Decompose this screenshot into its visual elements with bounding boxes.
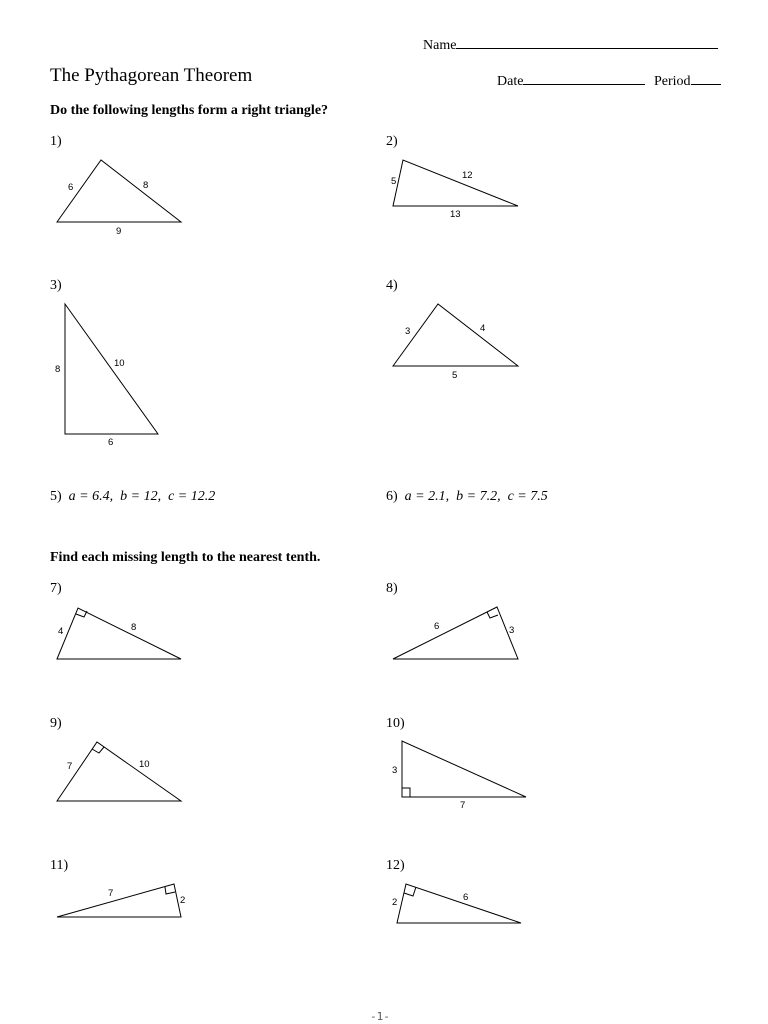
problem-number: 2)	[386, 134, 398, 149]
side-label: 2	[392, 897, 398, 908]
side-label: 6	[108, 437, 114, 448]
side-label: 6	[68, 182, 74, 193]
side-label: 7	[108, 888, 114, 899]
problem-5-equation: 5) a = 6.4, b = 12, c = 12.2	[50, 489, 216, 504]
right-angle-marker	[404, 887, 416, 896]
side-label: 3	[392, 765, 398, 776]
problem-number: 3)	[50, 278, 62, 293]
side-label: 5	[391, 176, 397, 187]
problem-number: 11)	[50, 858, 69, 873]
side-label: 6	[463, 892, 469, 903]
problem-number: 8)	[386, 581, 398, 596]
side-label: 8	[131, 622, 137, 633]
side-label: 8	[55, 364, 61, 375]
problem-number: 1)	[50, 134, 62, 149]
value-c: 7.5	[530, 489, 548, 504]
value-b: 7.2	[479, 489, 498, 504]
value-c: 12.2	[190, 489, 216, 504]
side-label: 10	[139, 759, 150, 770]
triangle-12	[397, 884, 521, 923]
side-label: 7	[460, 800, 466, 811]
value-a: 6.4	[92, 489, 110, 504]
side-label: 12	[462, 170, 473, 181]
side-label: 3	[509, 625, 515, 636]
period-label: Period	[654, 74, 691, 89]
page-number: -1-	[370, 1010, 390, 1023]
side-label: 8	[143, 180, 149, 191]
side-label: 10	[114, 358, 125, 369]
problem-number: 4)	[386, 278, 398, 293]
date-label: Date	[497, 74, 524, 89]
page-title: The Pythagorean Theorem	[50, 65, 253, 86]
side-label: 3	[405, 326, 411, 337]
side-label: 6	[434, 621, 440, 632]
value-a: 2.1	[428, 489, 446, 504]
side-label: 7	[67, 761, 73, 772]
value-b: 12	[143, 489, 158, 504]
section-instruction-missing-length: Find each missing length to the nearest tenth.	[50, 550, 321, 565]
problem-number: 5)	[50, 489, 62, 504]
side-label: 9	[116, 226, 122, 237]
side-label: 2	[180, 895, 186, 906]
side-label: 4	[480, 323, 486, 334]
name-label: Name	[423, 38, 457, 53]
problem-number: 9)	[50, 716, 62, 731]
problem-number: 7)	[50, 581, 62, 596]
section-instruction-right-triangle: Do the following lengths form a right triangle?	[50, 103, 329, 118]
problem-number: 6)	[386, 489, 398, 504]
problem-number: 10)	[386, 716, 405, 731]
problem-number: 12)	[386, 858, 405, 873]
side-label: 13	[450, 209, 461, 220]
problem-6-equation: 6) a = 2.1, b = 7.2, c = 7.5	[386, 489, 548, 504]
side-label: 4	[58, 626, 64, 637]
side-label: 5	[452, 370, 458, 381]
